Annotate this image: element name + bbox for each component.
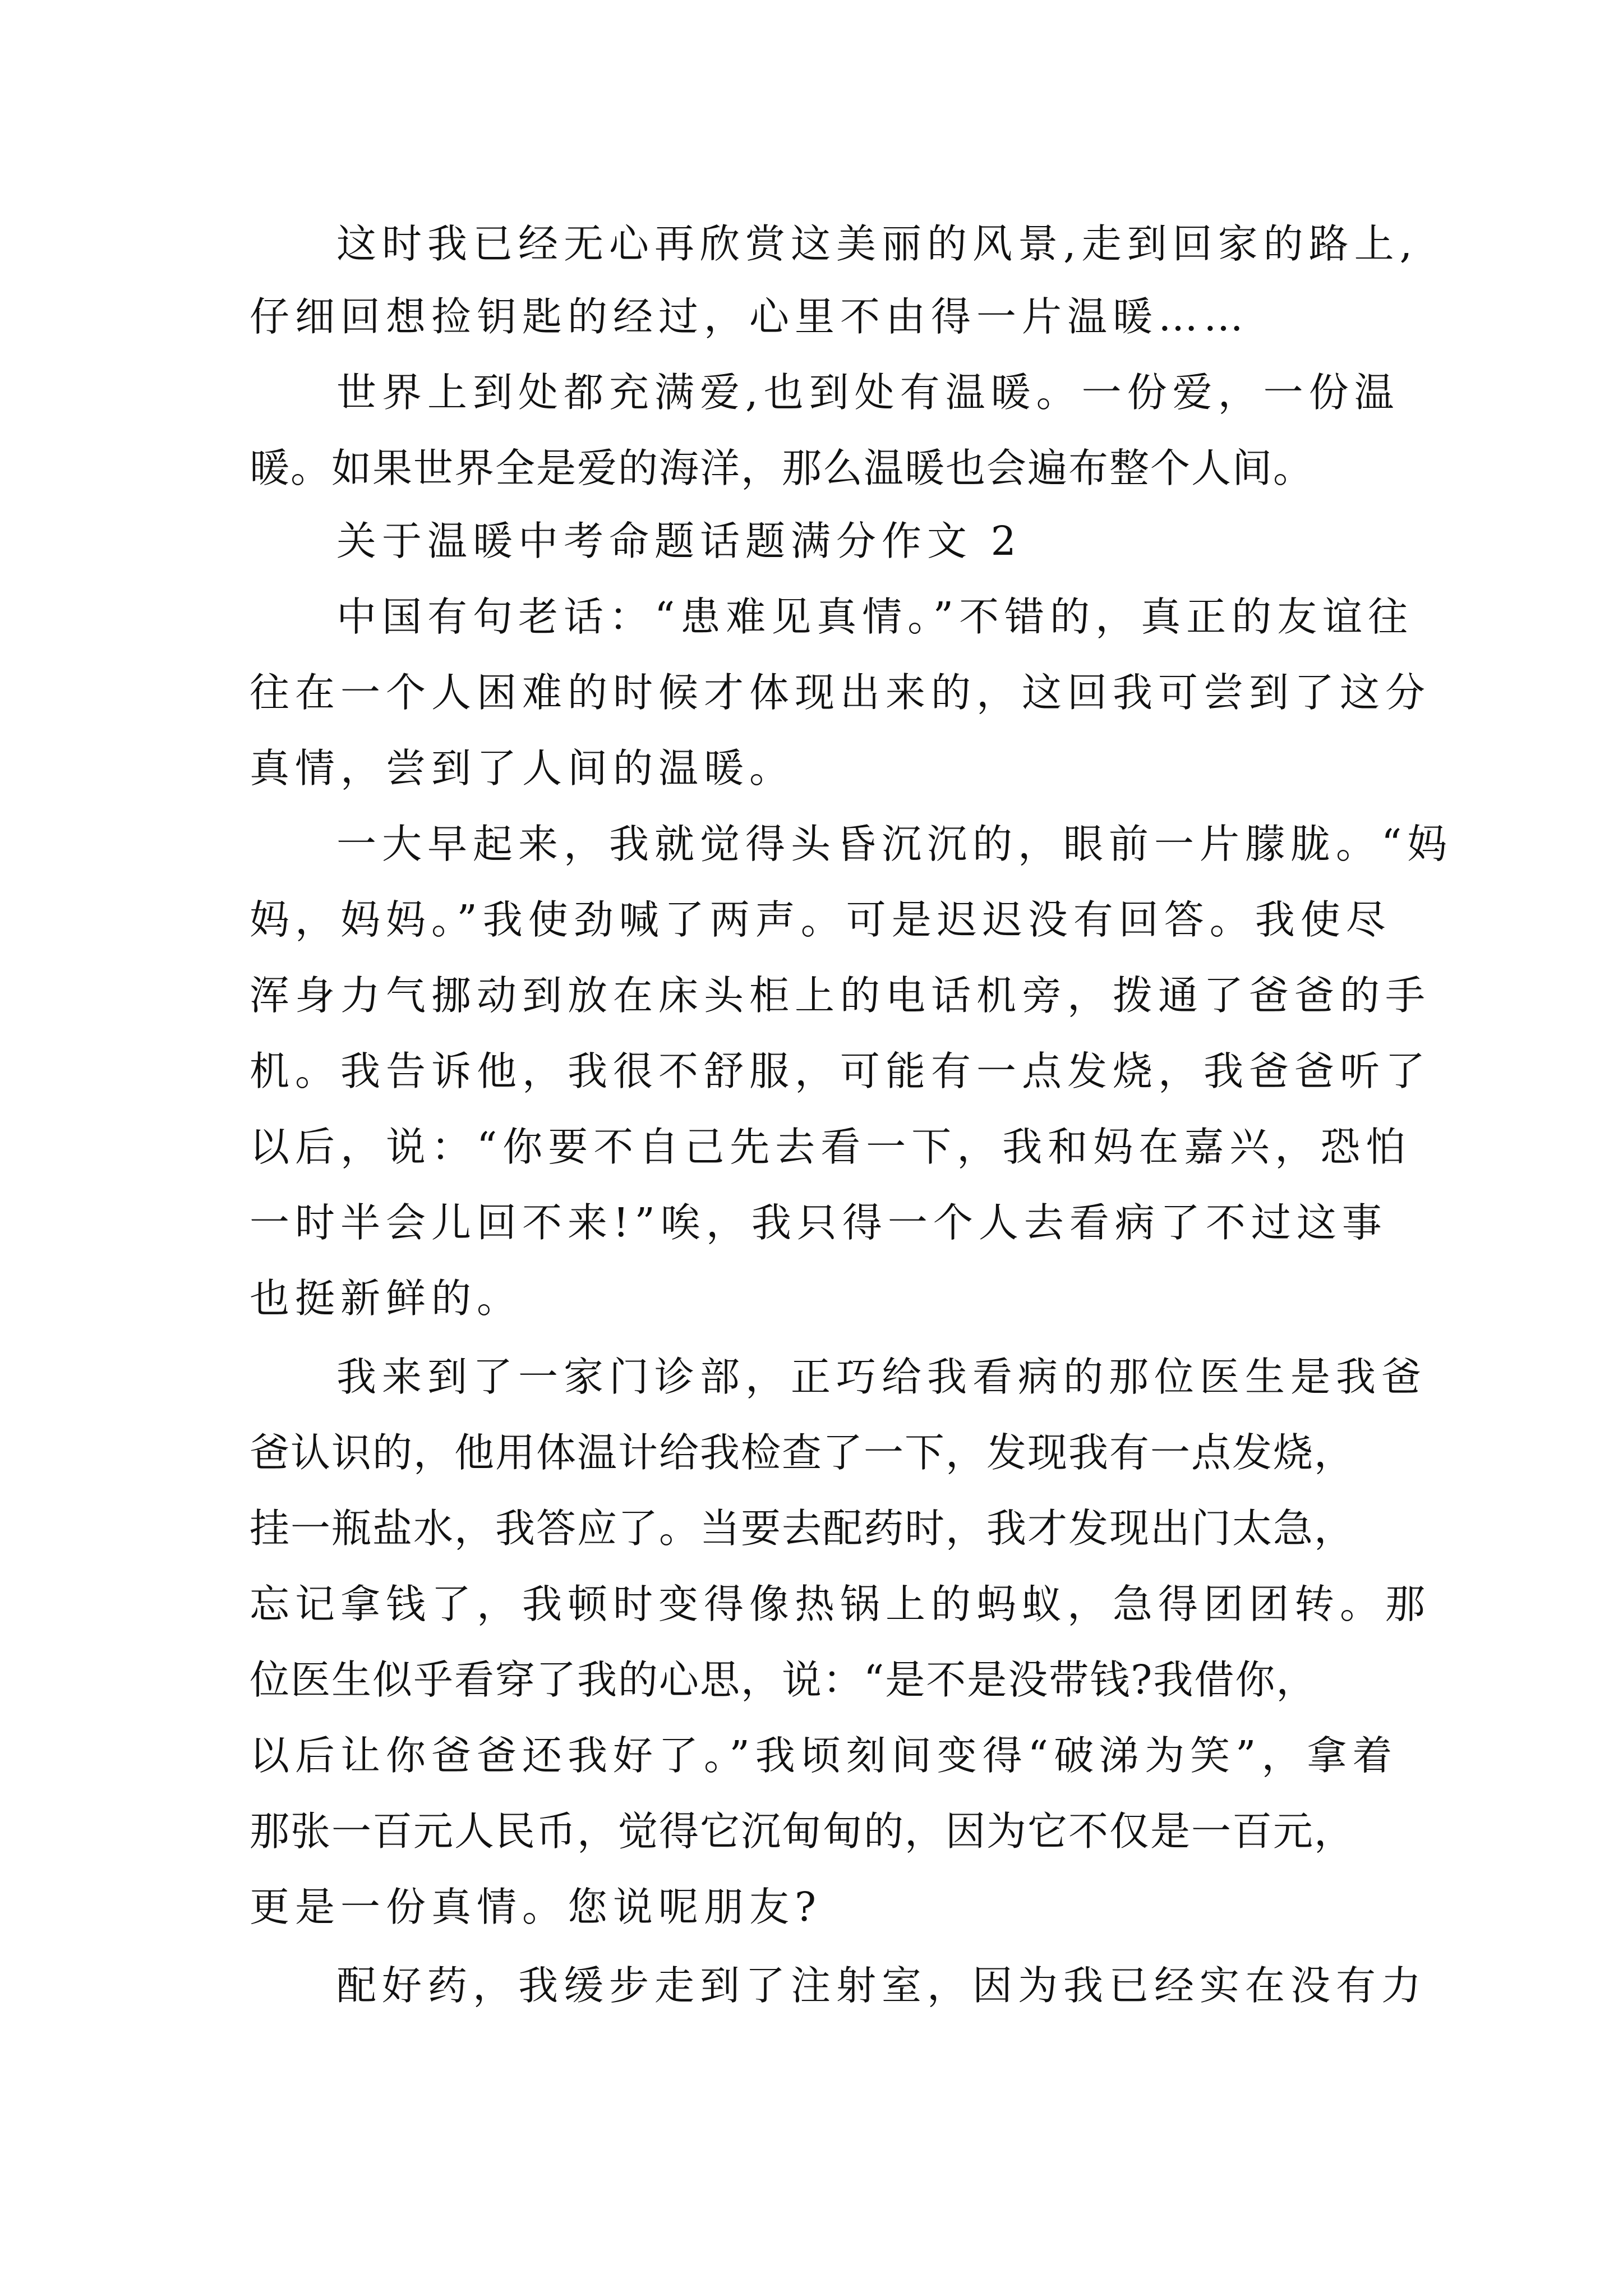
text-line-9: 一大早起来，我就觉得头昏沉沉的，眼前一片朦胧。“妈 <box>336 821 1453 867</box>
text-line-8: 真情，尝到了人间的温暖。 <box>250 745 795 792</box>
text-line-13: 以后，说：“你要不自己先去看一下，我和妈在嘉兴，恐怕 <box>250 1124 1412 1170</box>
text-line-3: 世界上到处都充满爱,也到处有温暖。一份爱，一份温 <box>336 369 1400 416</box>
text-line-16: 我来到了一家门诊部，正巧给我看病的那位医生是我爸 <box>336 1354 1427 1400</box>
text-line-11: 浑身力气挪动到放在床头柜上的电话机旁，拨通了爸爸的手 <box>250 972 1431 1019</box>
text-line-1: 这时我已经无心再欣赏这美丽的风景,走到回家的路上, <box>336 220 1418 267</box>
text-line-14: 一时半会儿回不来!”唉，我只得一个人去看病了不过这事 <box>250 1199 1387 1246</box>
text-line-21: 以后让你爸爸还我好了。”我顷刻间变得“破涕为笑”，拿着 <box>250 1732 1398 1779</box>
text-line-10: 妈，妈妈。”我使劲喊了两声。可是迟迟没有回答。我使尽 <box>250 896 1391 943</box>
text-line-17: 爸认识的，他用体温计给我检查了一下，发现我有一点发烧， <box>250 1429 1355 1476</box>
text-line-15: 也挺新鲜的。 <box>250 1275 523 1322</box>
text-line-18: 挂一瓶盐水，我答应了。当要去配药时，我才发现出门太急， <box>250 1505 1355 1552</box>
text-line-22: 那张一百元人民币，觉得它沉甸甸的，因为它不仅是一百元， <box>250 1808 1355 1855</box>
text-line-12: 机。我告诉他，我很不舒服，可能有一点发烧，我爸爸听了 <box>250 1048 1431 1094</box>
text-line-23: 更是一份真情。您说呢朋友? <box>250 1884 822 1930</box>
text-line-24: 配好药，我缓步走到了注射室，因为我已经实在没有力 <box>336 1962 1427 2009</box>
text-line-19: 忘记拿钱了，我顿时变得像热锅上的蚂蚁，急得团团转。那 <box>250 1581 1431 1627</box>
text-line-6: 中国有句老话：“患难见真情。”不错的，真正的友谊往 <box>336 593 1414 640</box>
text-line-7: 往在一个人困难的时候才体现出来的，这回我可尝到了这分 <box>250 669 1431 716</box>
text-line-2: 仔细回想捡钥匙的经过，心里不由得一片温暖…… <box>250 293 1249 340</box>
section-heading: 关于温暖中考命题话题满分作文 2 <box>336 518 1022 564</box>
text-line-4: 暖。如果世界全是爱的海洋，那么温暖也会遍布整个人间。 <box>250 445 1315 491</box>
text-line-20: 位医生似乎看穿了我的心思，说：“是不是没带钱?我借你， <box>250 1657 1317 1703</box>
